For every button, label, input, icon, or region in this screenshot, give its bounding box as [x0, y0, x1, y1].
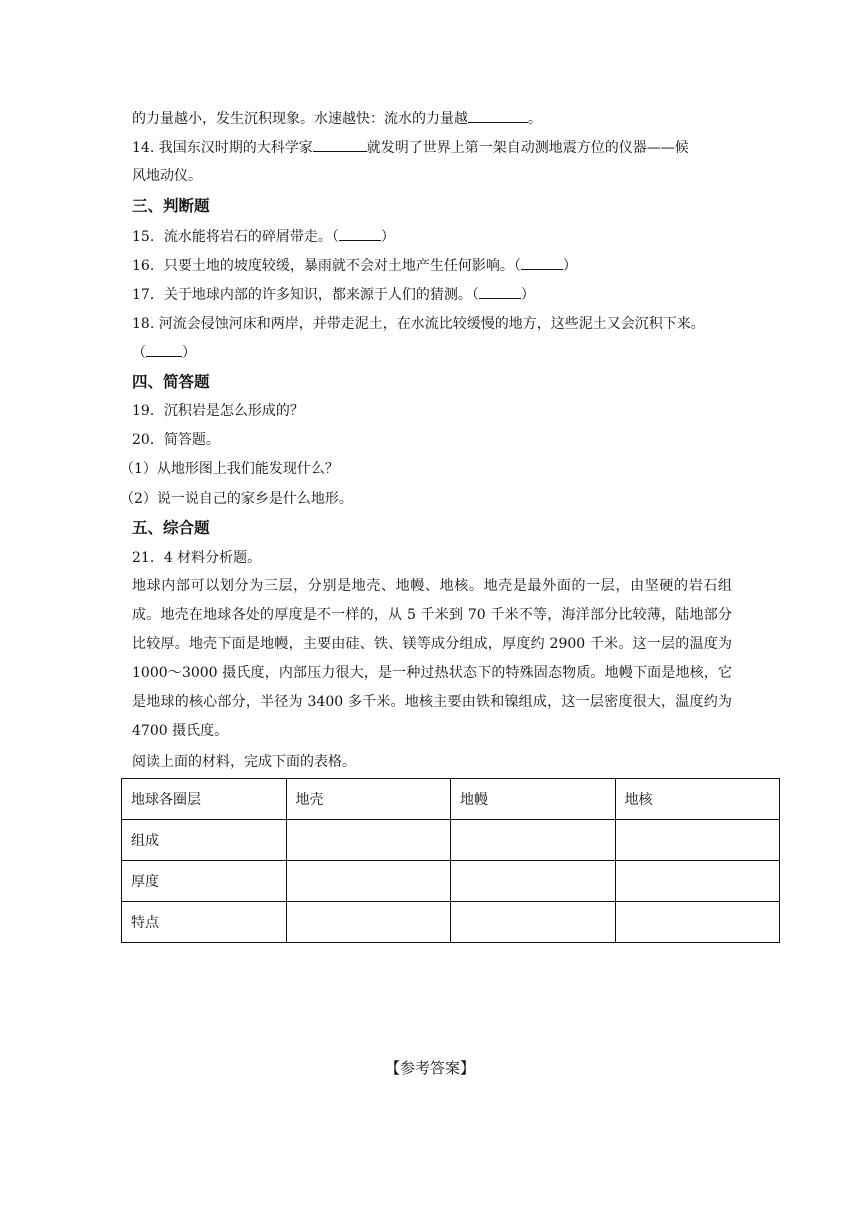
answer-blank[interactable] [339, 226, 381, 241]
table-instruction: 阅读上面的材料，完成下面的表格。 [132, 754, 356, 770]
table-header-cell: 地核 [615, 779, 780, 820]
table-answer-cell[interactable] [451, 861, 616, 902]
answer-blank[interactable] [479, 284, 521, 299]
table-row [122, 861, 780, 902]
answer-blank[interactable] [468, 108, 528, 123]
table-answer-cell[interactable] [451, 820, 616, 861]
answer-blank[interactable] [146, 342, 182, 357]
table-answer-cell[interactable] [286, 861, 451, 902]
table-row-label: 厚度 [122, 861, 287, 902]
material-paragraph: 地球内部可以划分为三层，分别是地壳、地幔、地核。地壳是最外面的一层，由坚硬的岩石组成。地壳在地球各处的厚度是不一样的，从 5 千米到 70 千米不等，海洋部分比较薄，陆地部分比较厚。地壳下面是地幔，主要由硅、铁、镁等成分组成，厚度约 2900 千米。这一层的温度为 1000～3000 摄氏度，内部压力很大，是一种过热状态下的特殊固态物质。地幔下面是地核，它是地球的核心部分，半径为 3400 多千米。地核主要由铁和镍组成，这一层密度很大，温度约为 4700 摄氏度。 [132, 578, 732, 739]
table-answer-cell[interactable] [615, 861, 780, 902]
question-20: 20．简答题。 [132, 432, 220, 448]
table-header-cell: 地球各圈层 [122, 779, 287, 820]
table-row-label: 组成 [122, 820, 287, 861]
question-19: 19．沉积岩是怎么形成的？ [132, 403, 304, 419]
table-header-cell: 地壳 [286, 779, 451, 820]
q13-continuation: 的力量越小，发生沉积现象。水速越快：流水的力量越 。 [132, 108, 542, 129]
table-answer-cell[interactable] [451, 902, 616, 943]
section-heading-comprehensive: 五、综合题 [132, 518, 210, 537]
answer-blank[interactable] [521, 255, 563, 270]
table-row [122, 820, 780, 861]
question-20-part-1: （1）从地形图上我们能发现什么？ [120, 461, 339, 477]
question-14-cont: 风地动仪。 [132, 168, 202, 184]
reference-answer-heading: 【参考答案】 [384, 1059, 475, 1077]
table-answer-cell[interactable] [615, 820, 780, 861]
question-20-part-2: （2）说一说自己的家乡是什么地形。 [120, 491, 353, 507]
table-header-cell: 地幔 [451, 779, 616, 820]
question-17: 17．关于地球内部的许多知识，都来源于人们的猜测。（ ） [132, 284, 535, 305]
question-21: 21．4 材料分析题。 [132, 550, 262, 566]
section-heading-short-answer: 四、简答题 [132, 372, 210, 391]
question-14: 14. 我国东汉时期的大科学家 就发明了世界上第一架自动测地震方位的仪器——候 [132, 137, 689, 158]
table-answer-cell[interactable] [615, 902, 780, 943]
question-18-cont: （ ） [132, 342, 196, 363]
section-heading-judgement: 三、判断题 [132, 196, 210, 215]
earth-layers-table [121, 778, 780, 943]
question-15: 15．流水能将岩石的碎屑带走。（ ） [132, 226, 395, 247]
table-answer-cell[interactable] [286, 820, 451, 861]
table-header-row [122, 779, 780, 820]
question-18: 18. 河流会侵蚀河床和两岸，并带走泥土，在水流比较缓慢的地方，这些泥土又会沉积下来。 [132, 316, 705, 332]
table-row-label: 特点 [122, 902, 287, 943]
answer-blank[interactable] [313, 137, 367, 152]
question-16: 16．只要土地的坡度较缓，暴雨就不会对土地产生任何影响。（ ） [132, 255, 577, 276]
table-row [122, 902, 780, 943]
table-answer-cell[interactable] [286, 902, 451, 943]
